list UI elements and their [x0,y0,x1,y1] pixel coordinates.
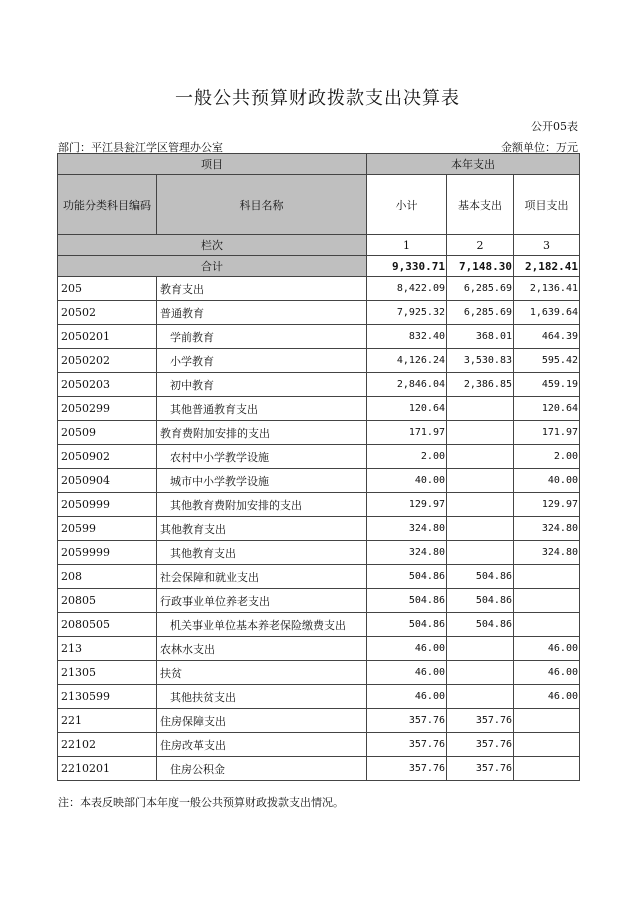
row-name: 机关事业单位基本养老保险缴费支出 [157,613,367,637]
table-row [58,469,580,493]
total-basic: 7,148.30 [447,256,514,277]
row-basic [447,685,514,709]
row-subtotal: 171.97 [367,421,447,445]
table-row [58,277,580,301]
table-row [58,397,580,421]
row-name: 初中教育 [157,373,367,397]
total-subtotal: 9,330.71 [367,256,447,277]
row-code: 2050299 [58,397,157,421]
row-name: 农林水支出 [157,637,367,661]
row-basic [447,637,514,661]
table-row [58,301,580,325]
row-name: 行政事业单位养老支出 [157,589,367,613]
row-code: 20805 [58,589,157,613]
table-row [58,661,580,685]
row-name: 农村中小学教学设施 [157,445,367,469]
row-name: 其他教育支出 [157,517,367,541]
row-name: 教育费附加安排的支出 [157,421,367,445]
row-code: 2080505 [58,613,157,637]
row-project: 171.97 [514,421,580,445]
row-basic: 6,285.69 [447,301,514,325]
row-name: 其他扶贫支出 [157,685,367,709]
row-project: 46.00 [514,637,580,661]
row-subtotal: 2,846.04 [367,373,447,397]
row-subtotal: 832.40 [367,325,447,349]
row-name: 其他教育费附加安排的支出 [157,493,367,517]
row-basic [447,421,514,445]
row-code: 2050202 [58,349,157,373]
table-row [58,445,580,469]
header-col2: 2 [447,235,514,256]
table-row [58,373,580,397]
row-code: 2059999 [58,541,157,565]
form-number: 公开05表 [531,120,578,133]
row-code: 213 [58,637,157,661]
row-subtotal: 129.97 [367,493,447,517]
table-row [58,421,580,445]
table-row [58,685,580,709]
table-row [58,733,580,757]
table-row [58,613,580,637]
row-basic [447,445,514,469]
row-project [514,733,580,757]
row-basic: 368.01 [447,325,514,349]
row-basic [447,541,514,565]
row-project: 324.80 [514,541,580,565]
table-row [58,325,580,349]
row-basic: 504.86 [447,565,514,589]
header-current-year: 本年支出 [367,154,580,175]
row-project: 459.19 [514,373,580,397]
department-label: 部门：平江县瓮江学区管理办公室 [58,141,223,154]
row-code: 2050201 [58,325,157,349]
row-code: 205 [58,277,157,301]
row-name: 其他教育支出 [157,541,367,565]
table-row [58,757,580,781]
row-code: 208 [58,565,157,589]
header-basic: 基本支出 [447,175,514,235]
header-col3: 3 [514,235,580,256]
row-subtotal: 324.80 [367,541,447,565]
row-basic: 357.76 [447,709,514,733]
row-project: 324.80 [514,517,580,541]
row-code: 221 [58,709,157,733]
row-subtotal: 357.76 [367,757,447,781]
row-name: 社会保障和就业支出 [157,565,367,589]
row-basic [447,493,514,517]
table-row [58,709,580,733]
row-code: 2210201 [58,757,157,781]
row-subtotal: 4,126.24 [367,349,447,373]
row-project [514,565,580,589]
row-name: 其他普通教育支出 [157,397,367,421]
row-code: 2050904 [58,469,157,493]
row-name: 住房保障支出 [157,709,367,733]
row-code: 2130599 [58,685,157,709]
row-subtotal: 8,422.09 [367,277,447,301]
row-code: 20599 [58,517,157,541]
header-name: 科目名称 [157,175,367,235]
total-label: 合计 [58,256,367,277]
row-code: 20502 [58,301,157,325]
row-project: 595.42 [514,349,580,373]
expenditure-table [57,153,580,781]
row-project: 46.00 [514,685,580,709]
row-code: 2050902 [58,445,157,469]
row-name: 学前教育 [157,325,367,349]
table-note: 注：本表反映部门本年度一般公共预算财政拨款支出情况。 [58,796,344,809]
row-name: 扶贫 [157,661,367,685]
row-project: 2,136.41 [514,277,580,301]
row-project [514,757,580,781]
table-row [58,589,580,613]
row-subtotal: 40.00 [367,469,447,493]
table-row [58,493,580,517]
row-project: 40.00 [514,469,580,493]
row-name: 小学教育 [157,349,367,373]
table-row [58,349,580,373]
row-basic [447,397,514,421]
row-subtotal: 504.86 [367,589,447,613]
row-project: 46.00 [514,661,580,685]
row-subtotal: 46.00 [367,661,447,685]
page-title: 一般公共预算财政拨款支出决算表 [175,88,460,109]
header-code: 功能分类科目编码 [58,175,157,235]
row-basic: 357.76 [447,733,514,757]
header-project-expense: 项目支出 [514,175,580,235]
amount-unit-label: 金额单位：万元 [501,141,578,154]
row-basic [447,517,514,541]
row-subtotal: 357.76 [367,733,447,757]
row-project [514,709,580,733]
row-code: 21305 [58,661,157,685]
row-project: 1,639.64 [514,301,580,325]
table-row [58,541,580,565]
row-subtotal: 46.00 [367,637,447,661]
table-row [58,637,580,661]
row-code: 20509 [58,421,157,445]
row-name: 住房改革支出 [157,733,367,757]
row-subtotal: 504.86 [367,565,447,589]
row-basic: 504.86 [447,613,514,637]
row-subtotal: 120.64 [367,397,447,421]
row-name: 住房公积金 [157,757,367,781]
header-subtotal: 小计 [367,175,447,235]
row-project: 2.00 [514,445,580,469]
row-project [514,589,580,613]
row-code: 22102 [58,733,157,757]
header-col1: 1 [367,235,447,256]
row-basic: 2,386.85 [447,373,514,397]
row-code: 2050999 [58,493,157,517]
row-basic: 357.76 [447,757,514,781]
row-basic: 504.86 [447,589,514,613]
row-basic: 3,530.83 [447,349,514,373]
header-project: 项目 [58,154,367,175]
table-row [58,565,580,589]
row-subtotal: 2.00 [367,445,447,469]
row-project: 120.64 [514,397,580,421]
row-name: 教育支出 [157,277,367,301]
row-name: 普通教育 [157,301,367,325]
row-project [514,613,580,637]
row-subtotal: 504.86 [367,613,447,637]
row-code: 2050203 [58,373,157,397]
row-subtotal: 324.80 [367,517,447,541]
row-project: 464.39 [514,325,580,349]
row-subtotal: 46.00 [367,685,447,709]
row-project: 129.97 [514,493,580,517]
row-basic [447,469,514,493]
row-basic: 6,285.69 [447,277,514,301]
row-name: 城市中小学教学设施 [157,469,367,493]
row-subtotal: 357.76 [367,709,447,733]
row-subtotal: 7,925.32 [367,301,447,325]
row-basic [447,661,514,685]
table-row [58,517,580,541]
total-project: 2,182.41 [514,256,580,277]
header-column-seq: 栏次 [58,235,367,256]
